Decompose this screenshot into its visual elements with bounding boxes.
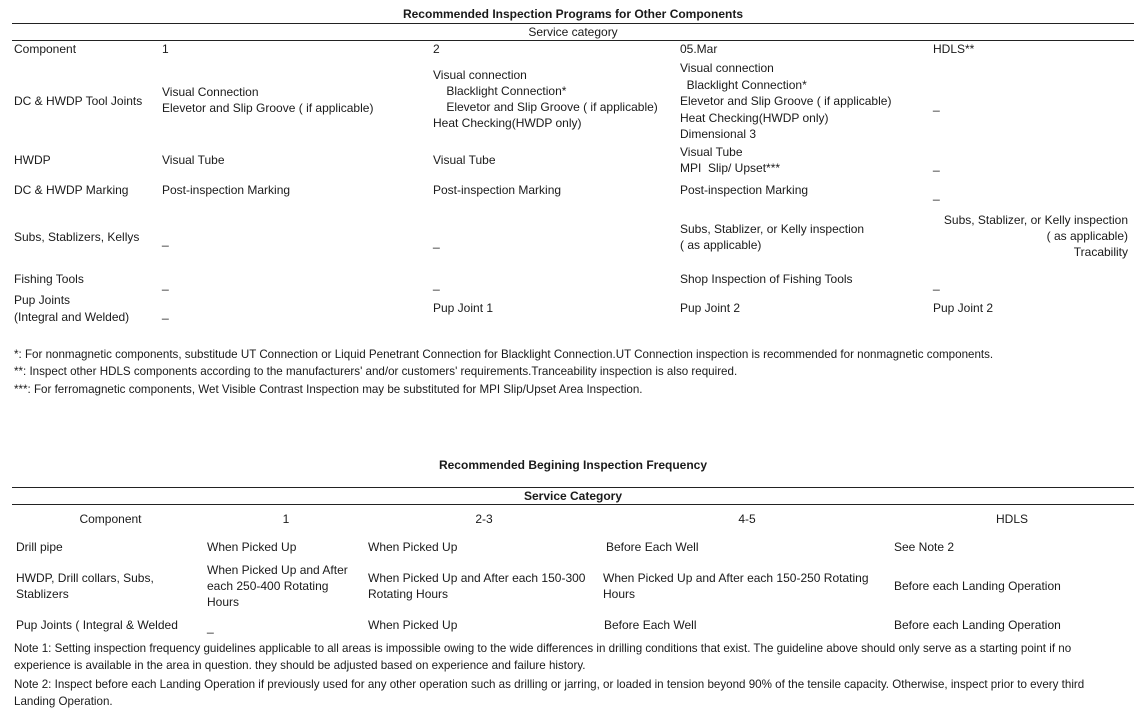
table1-header-hdls: HDLS** <box>933 42 975 56</box>
table2-row1-component: Drill pipe <box>16 540 63 554</box>
table2-header-cat23: 2-3 <box>475 512 493 526</box>
table1-row2-hdls: _ <box>933 158 940 172</box>
table2-service-header: Service Category <box>523 489 623 503</box>
table1-row4-hdls: Subs, Stablizer, or Kelly inspection ( as applicable) Tracability <box>943 213 1128 259</box>
table1-row1-cat2: Visual connection Blacklight Connection* Elevetor and Slip Groove ( if applicable) Heat Checking(HWDP only) <box>433 68 658 130</box>
table1-row1-cat3: Visual connection Blacklight Connection* Elevetor and Slip Groove ( if applicable) Heat Checking(HWDP only) Dimensional 3 <box>680 61 892 142</box>
table2-row2-component: HWDP, Drill collars, Subs, Stablizers <box>16 571 154 601</box>
table2-row1-cat23: When Picked Up <box>368 540 458 554</box>
table1-header-cat2: 2 <box>433 42 440 56</box>
table1-row4-component: Subs, Stablizers, Kellys <box>14 230 140 244</box>
table1-row6-cat1: _ <box>162 306 169 320</box>
table1-row5-cat1: _ <box>162 277 169 291</box>
table1-row6-hdls: Pup Joint 2 <box>933 301 994 315</box>
table2-row2-cat1: When Picked Up and After each 250-400 Rotating Hours <box>207 563 348 609</box>
table2-header-component: Component <box>79 512 142 526</box>
table2-row1-cat1: When Picked Up <box>207 540 297 554</box>
table2-header-cat45: 4-5 <box>738 512 756 526</box>
table2-row1-cat45: Before Each Well <box>606 540 699 554</box>
table1-row5-cat3: Shop Inspection of Fishing Tools <box>680 272 853 286</box>
table1-row2-cat2: Visual Tube <box>433 153 496 167</box>
table2-note-2: Note 2: Inspect before each Landing Operation if previously used for any other operation such as drilling or jarring, or loaded in tension beyond 90% of the tensile capacity. Otherwise, inspect prior to every third Landing Operation. <box>14 678 1085 708</box>
table1-note-1: *: For nonmagnetic components, substitude UT Connection or Liquid Penetrant Connection for Blacklight Connection.UT Connection inspection is recommended for nonmagnetic components. <box>14 348 994 361</box>
table2-row2-cat45: When Picked Up and After each 150-250 Rotating Hours <box>603 571 869 601</box>
table1-row3-cat2: Post-inspection Marking <box>433 183 562 197</box>
table1-service-header: Service category <box>528 25 618 39</box>
table1-row3-cat3: Post-inspection Marking <box>680 183 809 197</box>
table2-row3-component: Pup Joints ( Integral & Welded <box>16 618 178 632</box>
table1-note-2: **: Inspect other HDLS components according to the manufacturers' and/or customers' requirements.Tranceability inspection is also required. <box>14 365 738 378</box>
table2-header-rule <box>12 504 1134 505</box>
table2-row3-cat45: Before Each Well <box>604 618 697 632</box>
table1-note-3: ***: For ferromagnetic components, Wet Visible Contrast Inspection may be substituted for MPI Slip/Upset Area Inspection. <box>14 383 643 396</box>
table1-row1-cat1: Visual Connection Elevetor and Slip Groove ( if applicable) <box>162 85 374 115</box>
table1-row3-hdls: _ <box>933 187 940 201</box>
table2-header-cat1: 1 <box>282 512 290 526</box>
table1-title: Recommended Inspection Programs for Other Components <box>402 7 744 21</box>
table1-row2-cat3: Visual Tube MPI Slip/ Upset*** <box>680 145 781 175</box>
table1-row4-cat3: Subs, Stablizer, or Kelly inspection ( as applicable) <box>680 222 865 252</box>
table1-row2-cat1: Visual Tube <box>162 153 225 167</box>
table1-header-cat1: 1 <box>162 42 169 56</box>
table1-row6-component: Pup Joints (Integral and Welded) <box>14 293 130 324</box>
table1-row5-component: Fishing Tools <box>14 272 84 286</box>
table2-row1-hdls: See Note 2 <box>894 540 955 554</box>
table2-row3-hdls: Before each Landing Operation <box>894 618 1061 632</box>
table1-row4-cat1: _ <box>162 233 169 247</box>
table1-row6-cat3: Pup Joint 2 <box>680 301 741 315</box>
table1-row2-component: HWDP <box>14 153 51 167</box>
table1-row1-hdls: _ <box>933 98 940 112</box>
table1-row5-cat2: _ <box>433 277 440 291</box>
table2-row2-hdls: Before each Landing Operation <box>894 579 1061 593</box>
table2-row3-cat1: _ <box>207 620 214 634</box>
table1-row1-component: DC & HWDP Tool Joints <box>14 94 143 108</box>
table2-row2-cat23: When Picked Up and After each 150-300 Rotating Hours <box>368 571 586 601</box>
table1-row6-cat2: Pup Joint 1 <box>433 301 494 315</box>
table2-title: Recommended Begining Inspection Frequency <box>438 458 708 472</box>
table1-header-component: Component <box>14 42 77 56</box>
table2-note-1: Note 1: Setting inspection frequency guidelines applicable to all areas is impossible owing to the wide differences in drilling conditions that exist. The guideline above should only serve as a starting point if no experience is available in the area in question. they should be adjusted based on experience and failure history. <box>14 642 1072 672</box>
table1-row3-component: DC & HWDP Marking <box>14 183 129 197</box>
table2-row3-cat23: When Picked Up <box>368 618 458 632</box>
table1-row3-cat1: Post-inspection Marking <box>162 183 291 197</box>
table1-row5-hdls: _ <box>933 277 940 291</box>
table1-header-cat3: 05.Mar <box>680 42 718 56</box>
table2-header-hdls: HDLS <box>995 512 1028 526</box>
table1-row4-cat2: _ <box>433 235 440 249</box>
